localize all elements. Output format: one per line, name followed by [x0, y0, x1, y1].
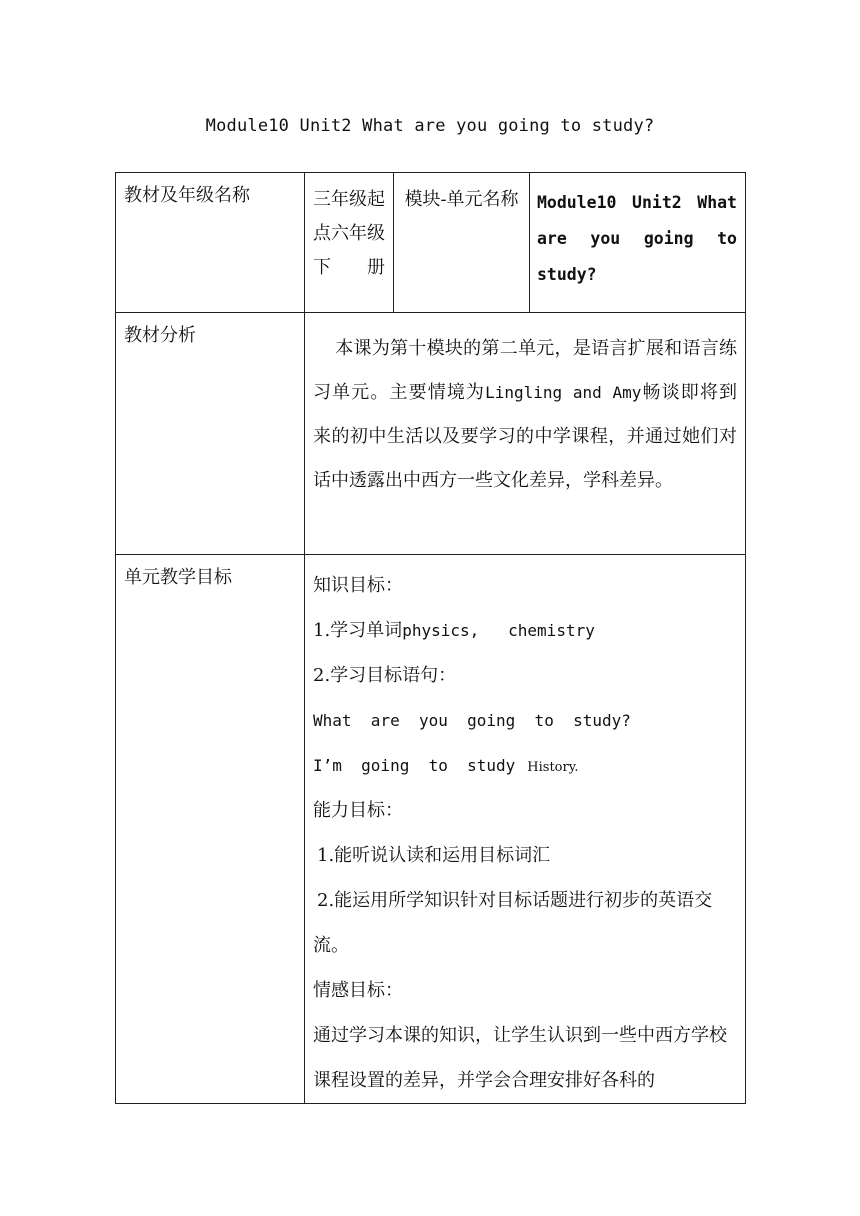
lesson-plan-table — [115, 172, 746, 1104]
ability-item-2: 2.能运用所学知识针对目标话题进行初步的英语交流。 — [313, 890, 713, 956]
grade-cell — [305, 173, 394, 313]
row-unit-goals — [116, 555, 746, 1104]
analysis-text-b: 畅谈即将到来的初中生活以及要学习的中学课程，并通过她们对话中透露出中西方一些文化差异，学科差异。 — [313, 382, 738, 491]
row-textbook-grade — [116, 173, 746, 313]
ability-goals-title: 能力目标： — [313, 800, 403, 821]
analysis-names: Lingling and Amy — [485, 383, 642, 402]
emotion-goal-text: 通过学习本课的知识，让学生认识到一些中西方学校课程设置的差异，并学会合理安排好各科的 — [313, 1025, 727, 1091]
target-sentence-1: What are you going to study? — [313, 711, 631, 730]
goal-item-1-words: physics, chemistry — [402, 621, 595, 640]
unit-goals-label: 单元教学目标 — [124, 567, 232, 588]
module-value-cell — [530, 173, 746, 313]
label-cell — [116, 313, 305, 555]
textbook-analysis-label: 教材分析 — [124, 325, 196, 346]
module-unit-value: Module10 Unit2 What are you going to study? — [537, 193, 737, 284]
label-cell — [116, 555, 305, 1104]
grade-value: 三年级起点六年级下册 — [313, 189, 385, 278]
goals-content — [305, 555, 745, 1103]
target-sentence-2-text: I’m going to study — [313, 756, 516, 775]
target-sentence-2-subject: History. — [527, 760, 579, 775]
textbook-grade-label: 教材及年级名称 — [124, 185, 250, 206]
knowledge-goals-title: 知识目标： — [313, 575, 403, 596]
target-sentence-2 — [313, 743, 737, 788]
goal-item-2: 2.学习目标语句： — [313, 665, 457, 686]
goal-item-1-prefix: 1.学习单词 — [313, 620, 403, 641]
row-textbook-analysis — [116, 313, 746, 555]
analysis-text-a: 本课为第十模块的第二单元，是语言扩展和语言练习单元。主要情境为 — [313, 338, 737, 403]
emotion-goals-title: 情感目标： — [313, 980, 403, 1001]
goals-cell — [305, 555, 746, 1104]
document-title: Module10 Unit2 What are you going to study? — [205, 116, 655, 136]
goal-item-1 — [313, 608, 737, 653]
label-cell — [116, 173, 305, 313]
module-unit-label: 模块-单元名称 — [404, 189, 519, 210]
analysis-cell — [305, 313, 746, 555]
analysis-text — [305, 313, 745, 513]
module-label-cell — [394, 173, 530, 313]
ability-item-1: 1.能听说认读和运用目标词汇 — [317, 845, 551, 866]
